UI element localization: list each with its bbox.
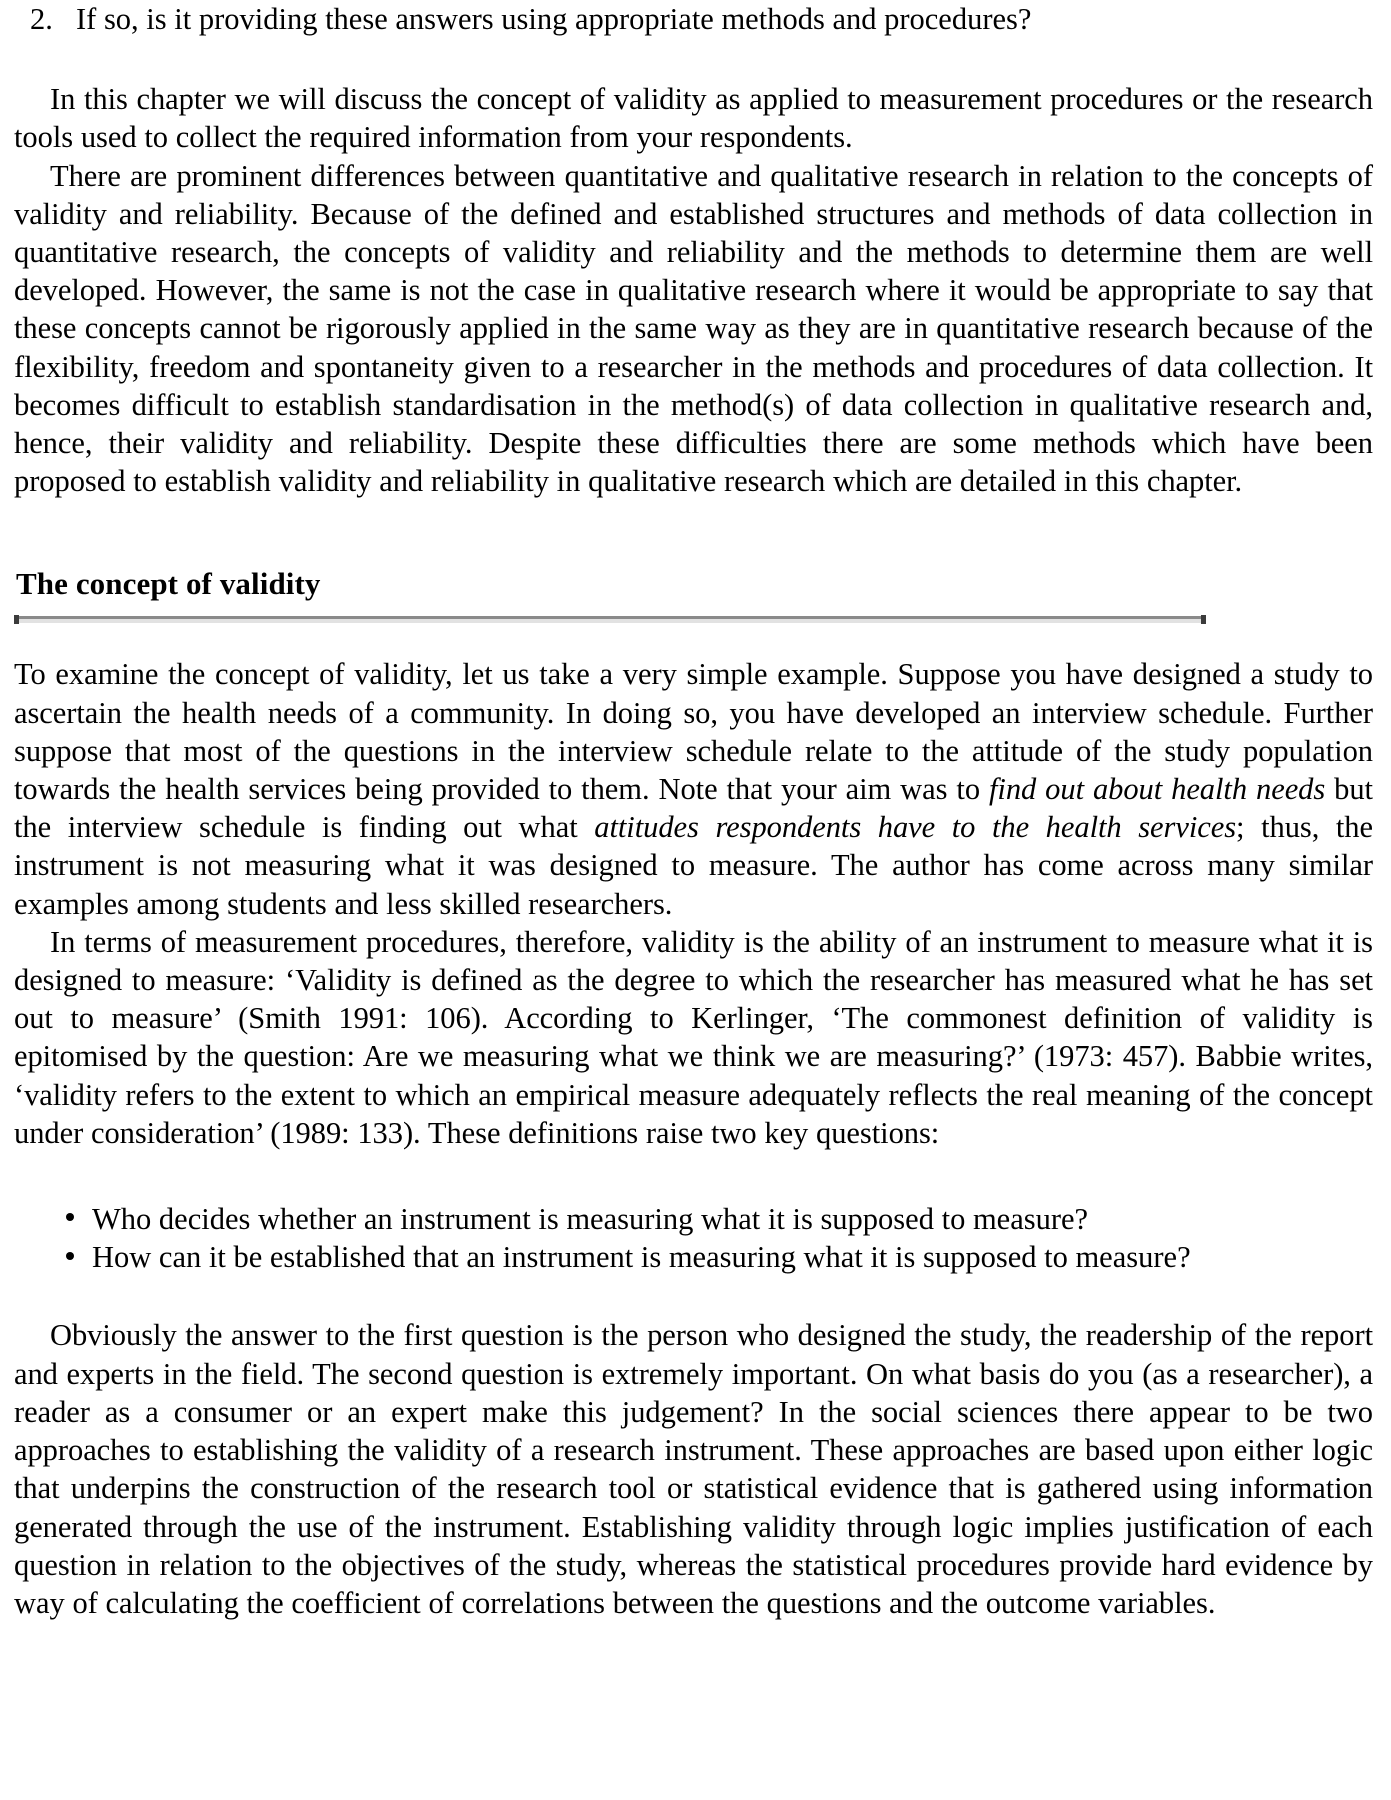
spacer — [14, 38, 1373, 80]
key-questions-list — [14, 1200, 1373, 1276]
paragraph-text-run: To examine the concept of validity, let us take a very simple example. Suppose you have designed a study to ascertain the health needs of a community. In doing so, you have developed an interview schedule. Further suppose that most of the questions in the interview schedule relate to the attitude of the study population towards the health services being provided to them. Note that your aim was to — [14, 657, 1373, 807]
list-item — [14, 1200, 1373, 1238]
paragraph-intro-1: In this chapter we will discuss the concept of validity as applied to measurement procedures or the research tools used to collect the required information from your respondents. — [14, 82, 1373, 155]
list-item-number: 2. — [30, 2, 53, 36]
paragraph-validity-definitions: In terms of measurement procedures, therefore, validity is the ability of an instrument to measure what it is designed to measure: ‘Validity is defined as the degree to which the researcher has measured what he has set out to measure’ (Smith 1991: 106). According to Kerlinger, ‘The commonest definition of validity is epitomised by the question: Are we measuring what we think we are measuring?’ (1973: 457). Babbie writes, ‘validity refers to the extent to which an empirical measure adequately reflects the real meaning of the concept under consideration’ (1989: 133). These definitions raise two key questions: — [14, 924, 1373, 1150]
spacer — [14, 1276, 1373, 1316]
spacer — [14, 623, 1373, 655]
page-title: The concept of validity — [16, 566, 321, 602]
list-item-text: If so, is it providing these answers using appropriate methods and procedures? — [76, 2, 1032, 36]
list-item — [14, 0, 1373, 38]
bullet-icon — [66, 1252, 74, 1260]
emphasis-attitudes-respondents: attitudes respondents have to the health services — [594, 810, 1237, 845]
list-item-label: Who decides whether an instrument is measuring what it is supposed to measure? — [92, 1202, 1089, 1237]
paragraph-approaches: Obviously the answer to the first question is the person who designed the study, the readership of the report and experts in the field. The second question is extremely important. On what basis do you (as a researcher), a reader as a consumer or an expert make this judgement? In the social sciences there appear to be two approaches to establishing the validity of a research instrument. These approaches are based upon either logic that underpins the construction of the research tool or statistical evidence that is gathered using information generated through the use of the instrument. Establishing validity through logic implies justification of each question in relation to the objectives of the study, whereas the statistical procedures provide hard evidence by way of calculating the coefficient of correlations between the questions and the outcome variables. — [14, 1318, 1373, 1620]
divider-bar-light — [14, 619, 1206, 623]
bullet-icon — [66, 1213, 74, 1221]
list-item-label: How can it be established that an instrument is measuring what it is supposed to measure? — [92, 1240, 1191, 1275]
section-heading-block — [14, 566, 1373, 623]
paragraph-intro-2: There are prominent differences between quantitative and qualitative research in relation to the concepts of validity and reliability. Because of the defined and established structures and methods of data collection in quantitative research, the concepts of validity and reliability and the methods to determine them are well developed. However, the same is not the case in qualitative research where it would be appropriate to say that these concepts cannot be rigorously applied in the same way as they are in quantitative research because of the flexibility, freedom and spontaneity given to a researcher in the methods and procedures of data collection. It becomes difficult to establish standardisation in the method(s) of data collection in qualitative research and, hence, their validity and reliability. Despite these difficulties there are some methods which have been proposed to establish validity and reliability in qualitative research which are detailed in this chapter. — [14, 158, 1373, 499]
divider-end-cap-right — [1201, 615, 1206, 624]
numbered-list — [14, 0, 1373, 38]
paragraph-text-run: ; thus, the instrument is not measuring what it was designed to measure. The author has come across many similar examples among students and less skilled researchers. — [14, 810, 1373, 921]
paragraph-text-run: but the interview schedule is finding out what — [14, 772, 1373, 845]
spacer — [14, 1152, 1373, 1200]
paragraph-validity-example — [14, 655, 1373, 922]
heading-divider — [14, 616, 1206, 623]
emphasis-find-out-about-health-needs: find out about health needs — [988, 772, 1326, 807]
list-item — [14, 1238, 1373, 1276]
divider-end-cap-left — [14, 615, 19, 624]
